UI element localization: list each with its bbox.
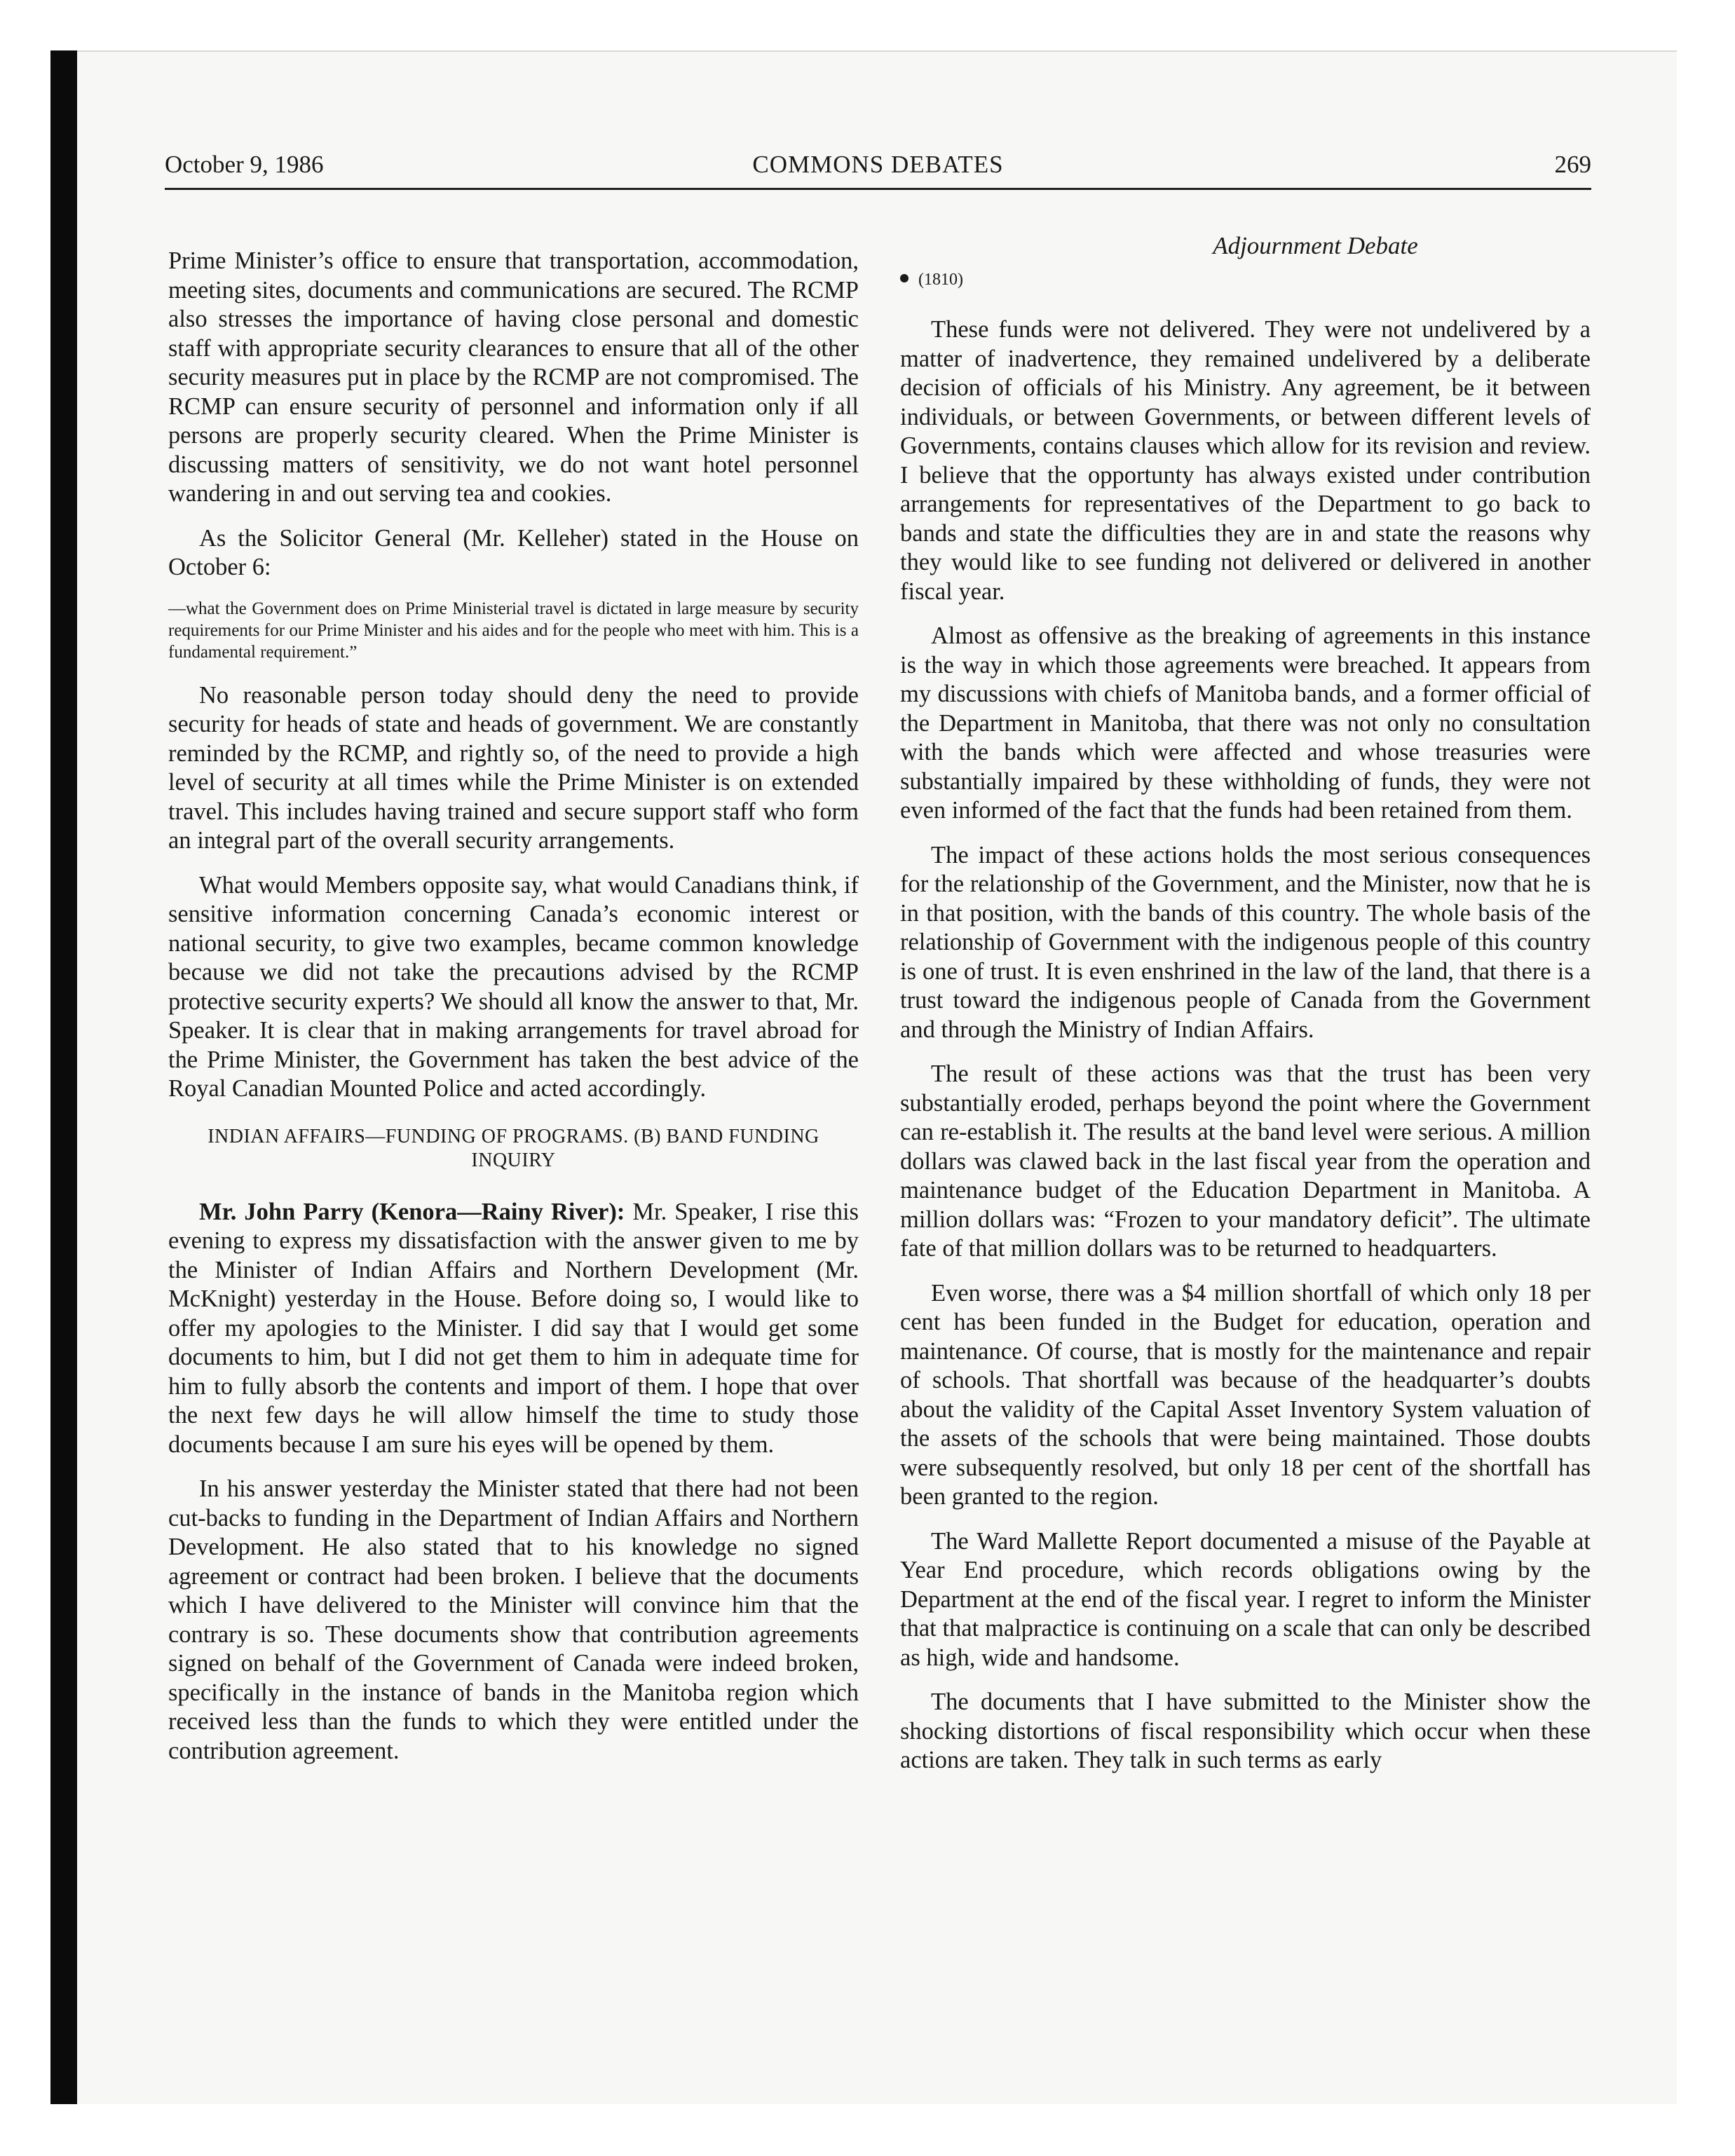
page-header xyxy=(165,149,1591,190)
bullet-icon xyxy=(900,274,909,282)
paragraph: No reasonable person today should deny the need to provide security for heads of state and heads of government. We are constantly reminded by the RCMP, and rightly so, of the need to provide a high level of security at all times while the Prime Minister is on extended travel. This includes having trained and secure support staff who form an integral part of the overall security arrangements. xyxy=(168,681,859,854)
time-marker xyxy=(900,268,1591,292)
paragraph: In his answer yesterday the Minister stated that there had not been cut-backs to funding in the Department of Indian Affairs and Northern Development. He also stated that to his knowledge no signed agreement or contract had been broken. I believe that the documents which I have delivered to the Minister will convince him that the contrary is so. These documents show that contribution agreements signed on behalf of the Government of Canada were indeed broken, specifically in the instance of bands in the Manitoba region which received less than the funds to which they were entitled under the contribution agreement. xyxy=(168,1475,859,1764)
speech-text: Mr. Speaker, I rise this evening to express my dissatisfaction with the answer given to me by the Minister of Indian Affairs and Northern Development (Mr. McKnight) yesterday in the House. Before doing so, I would like to offer my apologies to the Minister. I did say that I would get some documents to him, but I did not get them to him in adequate time for him to fully absorb the contents and import of them. I hope that over the next few days he will allow himself the time to study those documents because I am sure his eyes will be opened by them. xyxy=(168,1198,859,1458)
header-page-number: 269 xyxy=(1554,151,1591,178)
paragraph: What would Members opposite say, what would Canadians think, if sensitive information concerning Canada’s economic interest or national security, to give two examples, became common knowledge because we did not take the precautions advised by the RCMP protective security experts? We should all know the answer to that, Mr. Speaker. It is clear that in making arrangements for travel abroad for the Prime Minister, the Government has taken the best advice of the Royal Canadian Mounted Police and acted accordingly. xyxy=(168,871,859,1102)
right-column xyxy=(900,231,1591,1791)
header-date: October 9, 1986 xyxy=(165,151,324,178)
paragraph: As the Solicitor General (Mr. Kelleher) stated in the House on October 6: xyxy=(168,524,859,580)
paragraph: Prime Minister’s office to ensure that transportation, accommodation, meeting sites, documents and communications are secured. The RCMP also stresses the importance of having close personal and domestic staff with appropriate security clearances to ensure that all of the other security measures put in place by the RCMP are not compromised. The RCMP can ensure security of personnel and information only if all persons are properly security cleared. When the Prime Minister is discussing matters of sensitivity, we do not want hotel personnel wandering in and out serving tea and cookies. xyxy=(168,247,859,507)
paragraph: Even worse, there was a $4 million shortfall of which only 18 per cent has been funded in the Budget for education, operation and maintenance. Of course, that is mostly for the maintenance and repair of schools. That shortfall was because of the headquarter’s doubts about the validity of the Capital Asset Inventory System valuation of the assets of the schools that were being maintained. Those doubts were subsequently resolved, but only 18 per cent of the shortfall has been granted to the region. xyxy=(900,1279,1591,1510)
speaker-name: Mr. John Parry (Kenora—Rainy River): xyxy=(199,1198,625,1225)
paragraph: The impact of these actions holds the most serious consequences for the relationship of the Government, and the Minister, now that he is in that position, with the bands of this country. The whole basis of the relationship of Government with the indigenous people of this country is one of trust. It is even enshrined in the law of the land, that there is a trust toward the indigenous people of Canada from the Government and through the Ministry of Indian Affairs. xyxy=(900,841,1591,1043)
header-title: COMMONS DEBATES xyxy=(752,151,1004,178)
scan-border-left xyxy=(50,50,77,2104)
speech-paragraph xyxy=(168,1198,859,1460)
paragraph: The result of these actions was that the trust has been very substantially eroded, perhaps beyond the point where the Government can re-establish it. The results at the band level were serious. A million dollars was clawed back in the last fiscal year from the operation and maintenance budget of the Education Department in Manitoba. A million dollars was: “Frozen to your mandatory deficit”. The ultimate fate of that million dollars was to be returned to headquarters. xyxy=(900,1060,1591,1262)
block-quote: —what the Government does on Prime Ministerial travel is dictated in large measure by security requirements for our Prime Minister and his aides and for the people who meet with him. This is a fundamental requirement.” xyxy=(168,599,859,662)
left-column xyxy=(168,247,859,1781)
time-marker-text: (1810) xyxy=(918,271,963,289)
paragraph: These funds were not delivered. They were not undelivered by a matter of inadvertence, they remained undelivered by a deliberate decision of officials of his Ministry. Any agreement, be it between individuals, or between Governments, or between different levels of Governments, contains clauses which allow for its revision and review. I believe that the opportunty has always existed under contribution arrangements for representatives of the Department to go back to bands and state the difficulties they are in and state the reasons why they would like to see funding not delivered or delivered in another fiscal year. xyxy=(900,316,1591,605)
section-subheading: INDIAN AFFAIRS—FUNDING OF PROGRAMS. (B) BAND FUNDING INQUIRY xyxy=(207,1125,819,1171)
section-label: Adjournment Debate xyxy=(1213,232,1418,259)
paragraph: The documents that I have submitted to the Minister show the shocking distortions of fiscal responsibility which occur when these actions are taken. They talk in such terms as early xyxy=(900,1688,1591,1773)
paragraph: Almost as offensive as the breaking of agreements in this instance is the way in which those agreements were breached. It appears from my discussions with chiefs of Manitoba bands, and a former official of the Department in Manitoba, that there was not only no consultation with the bands which were affected and whose treasuries were substantially impaired by these withholding of funds, they were not even informed of the fact that the funds had been retained from them. xyxy=(900,622,1591,824)
paragraph: The Ward Mallette Report documented a misuse of the Payable at Year End procedure, which records obligations owing by the Department at the end of the fiscal year. I regret to inform the Minister that that malpractice is continuing on a scale that can only be described as high, wide and handsome. xyxy=(900,1527,1591,1671)
